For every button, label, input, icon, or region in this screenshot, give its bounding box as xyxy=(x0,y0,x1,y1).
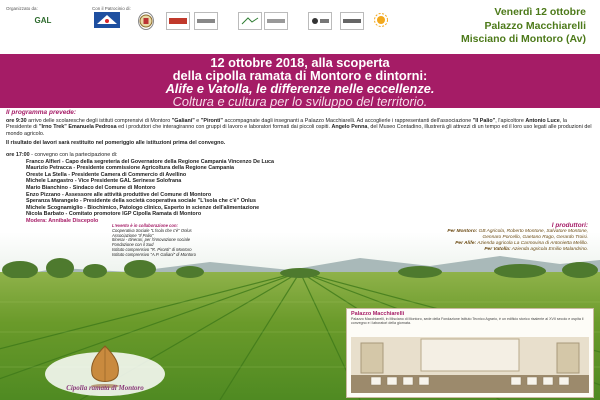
morning-text: , l'apicoltore xyxy=(495,117,526,124)
partner-logo-2 xyxy=(194,12,218,30)
afternoon-text: - convegno con la partecipazione di: xyxy=(29,151,118,158)
collaboration-box xyxy=(112,224,196,258)
collaboration-heading: L'evento è in collaborazione con: xyxy=(112,223,178,228)
collaboration-item: Cooperativa Sociale "L'isola che c'è" Onlus xyxy=(112,227,192,233)
banner-line-2: della cipolla ramata di Montoro e dintorni: xyxy=(172,68,428,83)
irno-trek-name: "Irno Trek" Emanuela Pedrosa xyxy=(38,124,117,131)
title-banner xyxy=(0,54,600,108)
producers-heading: I produttori: xyxy=(551,222,588,229)
partner-logo-6 xyxy=(340,12,364,30)
speaker-item: Mario Bianchino - Sindaco del Comune di Montoro xyxy=(26,184,156,191)
partner-logo-5 xyxy=(308,12,332,30)
palazzo-hall-photo xyxy=(351,337,589,393)
conjunction: e xyxy=(194,117,201,124)
producer-text: Azienda agricola La Carmovina di Antonietta Melillo. xyxy=(476,241,588,246)
school-name: "Galiani" xyxy=(171,117,195,124)
palazzo-box xyxy=(346,308,594,398)
school-name: "Pironti" xyxy=(200,117,223,124)
morning-text: arrivo delle scolaresche degli istituti comprensivi di Montoro xyxy=(26,117,172,124)
producer-label: Per Montoro: xyxy=(447,229,478,234)
morning-text: accompagnate dagli insegnanti a Palazzo Macchiarelli. Ad accoglierle i rappresentanti dell'associazione xyxy=(222,117,473,124)
collaboration-item: Istituto comprensivo "R. Pironti" di Montoro xyxy=(112,246,192,252)
afternoon-time: ore 17:00 xyxy=(6,151,30,158)
producer-label: Per Alife: xyxy=(455,241,477,246)
onion-logo xyxy=(40,342,170,398)
program-heading: Il programma prevede: xyxy=(6,109,77,116)
palazzo-description: Palazzo Macchiarelli, in Misciano di Montoro, sede della Fondazione Istituto Tecnico Agrario, è un edificio storico risalente al XVII secolo e ospita il convegno e i laboratori della giornata. xyxy=(351,317,584,326)
event-info xyxy=(461,6,586,47)
moderator: Modera: Annibale Discepolo xyxy=(26,217,99,224)
museum-person-name: Angelo Penna xyxy=(331,124,368,131)
palazzo-title: Palazzo Macchiarelli xyxy=(351,311,405,317)
header xyxy=(0,0,600,54)
speaker-item: Michele Scognamiglio - Biochimico, Patologo clinico, Esperto in scienze dell'alimentazione xyxy=(26,204,260,211)
producer-text: Azienda agricola Emilio Malandrino. xyxy=(510,247,588,252)
banner-line-4: Coltura e cultura per lo sviluppo del territorio. xyxy=(172,94,428,109)
banner-line-3: Alife e Vatolla, le differenze nelle eccellenze. xyxy=(165,81,435,96)
afternoon-paragraph xyxy=(6,152,594,159)
collaboration-item: Associazione "Il Palio" xyxy=(112,232,154,238)
morning-paragraph xyxy=(6,118,594,138)
speaker-item: Nicola Barbato - Comitato promotore IGP Cipolla Ramata di Montoro xyxy=(26,211,202,218)
result-note: Il risultato dei lavori sarà restituito nel pomeriggio alle istituzioni prima del convegno. xyxy=(6,140,226,147)
producer-line xyxy=(298,247,588,253)
speaker-item: Enzo Pizzano - Assessore alle attività produttive del Comune di Montoro xyxy=(26,191,212,198)
speaker-item: Franco Alfieri - Capo della segreteria del Governatore della Regione Campania Vincenzo De Luca xyxy=(26,158,275,165)
producer-text: GB Agricola, Roberto Montone, Salvatore Montone, xyxy=(477,229,588,234)
partner-logo-4 xyxy=(264,12,288,30)
speaker-list xyxy=(6,159,594,218)
municipality-seal-icon xyxy=(138,12,154,30)
producer-text: Gennaro Porcello, Gaetano Rago, Gerardo Troisi. xyxy=(482,235,588,240)
beekeeper-name: Antonio Luce xyxy=(525,117,560,124)
speaker-item: Maurizio Petracca - Presidente commissione Agricoltura della Regione Campania xyxy=(26,165,234,172)
organized-by-label: Organizzato da: xyxy=(6,6,38,11)
region-logo xyxy=(94,12,120,28)
collaboration-item: Istituto comprensivo "A.P. Galiani" di Montoro xyxy=(112,251,196,257)
onion-logo-text: Cipolla ramata di Montoro xyxy=(66,384,144,392)
gal-logo: GAL xyxy=(34,15,52,25)
sun-logo-icon xyxy=(372,12,390,28)
speaker-item: Oreste La Stella - Presidente Camera di Commercio di Avellino xyxy=(26,171,187,178)
collaboration-item: Fondazione con il Sud xyxy=(112,242,154,248)
partner-logo-3 xyxy=(238,12,262,30)
collaboration-item: Itinerai - Itinerari, per l'innovazione sociale xyxy=(112,237,191,243)
association-name: "Il Palio" xyxy=(472,117,496,124)
program-section xyxy=(6,110,594,225)
event-city: Misciano di Montoro (Av) xyxy=(460,33,586,45)
partner-logo-1 xyxy=(166,12,190,30)
producer-label: Per Vatolla: xyxy=(484,247,511,252)
speaker-item: Michele Langastro - Vice Presidente GAL Serinese Solofrana xyxy=(26,178,182,185)
patronage-label: Con il Patrocinio di: xyxy=(92,6,131,11)
morning-time: ore 9:30 xyxy=(6,117,27,124)
event-place: Palazzo Macchiarelli xyxy=(484,19,586,32)
morning-text: ed i produttori che interagiranno con gruppi di lavoro e laboratori formati dai piccoli ospiti. xyxy=(116,124,332,131)
producers-box xyxy=(298,223,588,253)
banner-line-1: 12 ottobre 2018, alla scoperta xyxy=(210,55,390,70)
event-day: Venerdì 12 ottobre xyxy=(494,6,586,18)
trees-image xyxy=(0,256,600,278)
morning-text: , la Presidente di xyxy=(6,117,567,131)
morning-text: , del Museo Contadino, illustrerà gli attrezzi di un tempo ed il loro uso legati alle produzioni del mondo agricolo. xyxy=(6,124,592,137)
speaker-item: Speranza Marangelo - Presidente della società cooperativa sociale "L'isola che c'è" Onlus xyxy=(26,198,256,205)
